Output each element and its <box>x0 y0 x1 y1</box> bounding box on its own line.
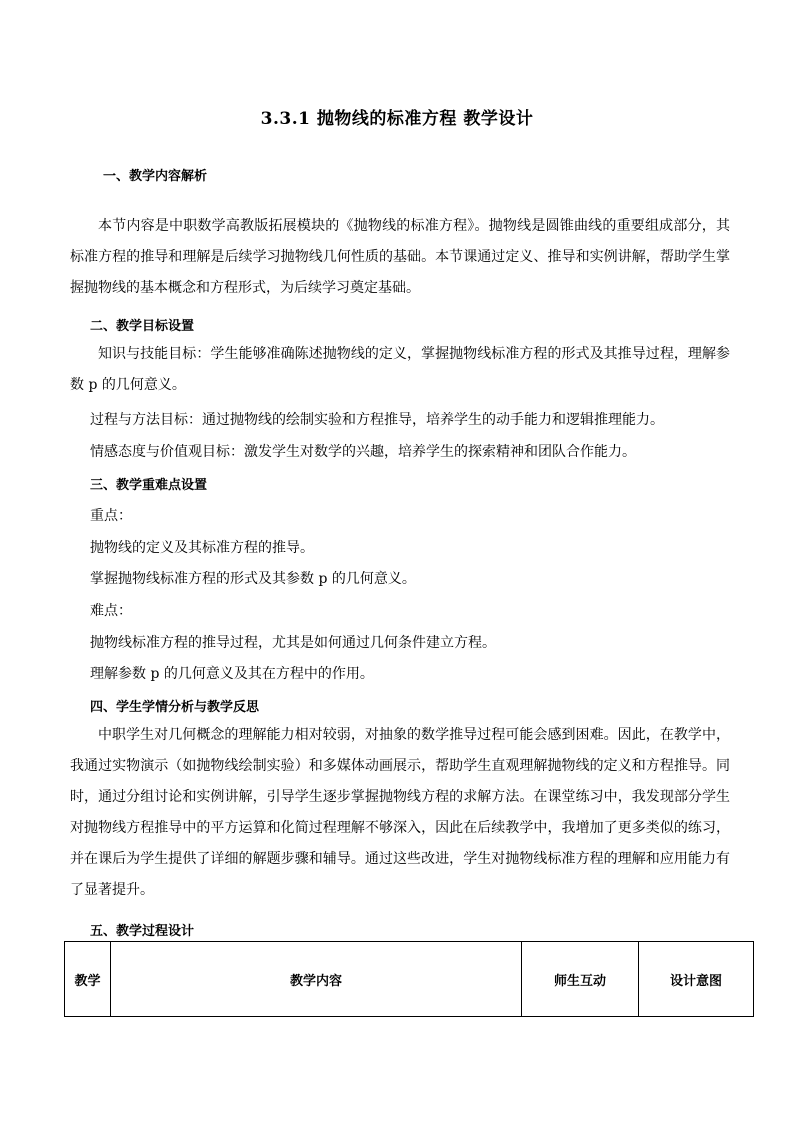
table-header-row <box>65 942 754 1017</box>
section-2-heading: 二、教学目标设置 <box>90 319 195 334</box>
goal-process: 过程与方法目标：通过抛物线的绘制实验和方程推导，培养学生的动手能力和逻辑推理能力。 <box>90 412 664 428</box>
table-header-cell: 师生互动 <box>522 942 639 1017</box>
section-3-heading: 三、教学重难点设置 <box>90 478 208 493</box>
difficult-point-1: 抛物线标准方程的推导过程，尤其是如何通过几何条件建立方程。 <box>90 635 496 651</box>
section-1-heading: 一、教学内容解析 <box>103 169 208 184</box>
table-header-cell: 教学 <box>65 942 111 1017</box>
table-header-cell: 设计意图 <box>639 942 754 1017</box>
document-title: 3.3.1 抛物线的标准方程 教学设计 <box>260 109 534 129</box>
key-point-2: 掌握抛物线标准方程的形式及其参数 p 的几何意义。 <box>90 571 416 587</box>
goal-emotion: 情感态度与价值观目标：激发学生对数学的兴趣，培养学生的探索精神和团队合作能力。 <box>90 444 636 460</box>
difficult-point-2: 理解参数 p 的几何意义及其在方程中的作用。 <box>90 666 374 682</box>
section-4-heading: 四、学生学情分析与教学反思 <box>90 700 260 715</box>
teaching-process-table <box>64 941 754 1017</box>
section-1-paragraph: 本节内容是中职数学高教版拓展模块的《抛物线的标准方程》。抛物线是圆锥曲线的重要组成部分，其标准方程的推导和理解是后续学习抛物线几何性质的基础。本节课通过定义、推导和实例讲解，帮助学生掌握抛物线的基本概念和方程形式，为后续学习奠定基础。 <box>70 218 730 296</box>
key-point-label: 重点： <box>90 508 132 524</box>
key-point-1: 抛物线的定义及其标准方程的推导。 <box>90 540 314 556</box>
difficult-point-label: 难点： <box>90 603 132 619</box>
table-header-cell: 教学内容 <box>111 942 522 1017</box>
goal-knowledge: 知识与技能目标：学生能够准确陈述抛物线的定义，掌握抛物线标准方程的形式及其推导过程，理解参数 p 的几何意义。 <box>70 346 730 393</box>
section-4-paragraph: 中职学生对几何概念的理解能力相对较弱，对抽象的数学推导过程可能会感到困难。因此，在教学中，我通过实物演示（如抛物线绘制实验）和多媒体动画展示，帮助学生直观理解抛物线的定义和方程推导。同时，通过分组讨论和实例讲解，引导学生逐步掌握抛物线方程的求解方法。在课堂练习中，我发现部分学生对抛物线方程推导中的平方运算和化简过程理解不够深入，因此在后续教学中，我增加了更多类似的练习，并在课后为学生提供了详细的解题步骤和辅导。通过这些改进，学生对抛物线标准方程的理解和应用能力有了显著提升。 <box>70 727 730 898</box>
section-5-heading: 五、教学过程设计 <box>90 924 195 939</box>
